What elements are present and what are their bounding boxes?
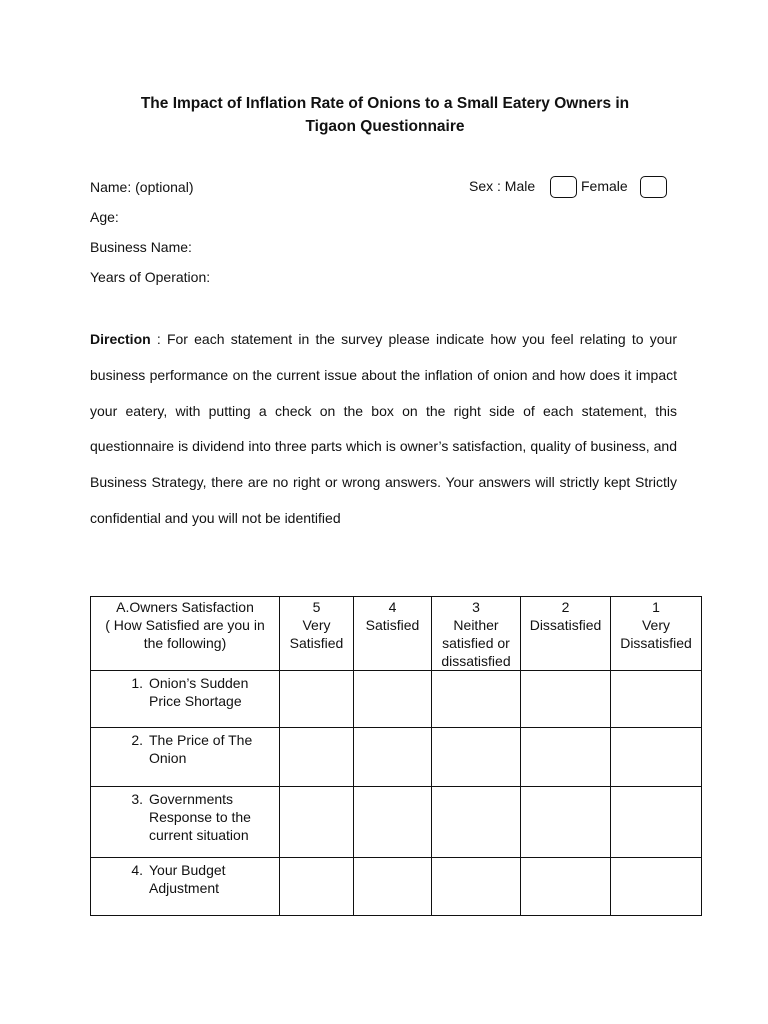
sex-field	[469, 176, 679, 198]
rating-cell-2[interactable]	[521, 787, 611, 858]
rating-cell-1[interactable]	[611, 858, 702, 916]
scale-label: Neither satisfied or dissatisfied	[441, 617, 511, 669]
rating-cell-4[interactable]	[354, 858, 432, 916]
scale-label: Satisfied	[365, 617, 420, 633]
scale-number: 3	[472, 599, 480, 615]
title-line-2: Tigaon Questionnaire	[305, 118, 465, 135]
scale-2-header	[521, 597, 611, 671]
scale-1-header	[611, 597, 702, 671]
rating-cell-1[interactable]	[611, 728, 702, 787]
rating-cell-2[interactable]	[521, 671, 611, 728]
item-number: 2.	[131, 732, 143, 748]
male-checkbox[interactable]	[550, 176, 577, 198]
scale-number: 5	[312, 599, 321, 615]
scale-3-header	[432, 597, 521, 671]
item-number: 4.	[131, 862, 143, 878]
item-text: The Price of The Onion	[149, 732, 253, 766]
category-header	[91, 597, 280, 671]
scale-number: 2	[561, 599, 570, 615]
direction-text: : For each statement in the survey please indicate how you feel relating to your business performance on the current issue about the inflation of onion and how does it impact your eatery, with putting a check on the box on the right side of each statement, this questionnaire is dividend into three parts which is owner’s satisfaction, quality of business, and Business Strategy, there are no right or wrong answers. Your answers will strictly kept Strictly confidential and you will not be identified	[90, 331, 677, 526]
scale-label: Very Satisfied	[289, 617, 344, 651]
document-title	[90, 92, 680, 138]
item-number: 1.	[131, 675, 143, 691]
scale-label: Very Dissatisfied	[620, 617, 692, 651]
table-header-row	[91, 597, 702, 671]
rating-cell-3[interactable]	[432, 787, 521, 858]
rating-cell-4[interactable]	[354, 728, 432, 787]
rating-cell-4[interactable]	[354, 787, 432, 858]
scale-label: Dissatisfied	[529, 617, 602, 633]
scale-number: 4	[388, 599, 397, 615]
rating-cell-1[interactable]	[611, 671, 702, 728]
rating-cell-5[interactable]	[280, 858, 354, 916]
owners-satisfaction-table	[90, 596, 702, 916]
rating-cell-5[interactable]	[280, 787, 354, 858]
business-name-label: Business Name:	[90, 239, 192, 255]
direction-label: Direction	[90, 331, 151, 347]
rating-cell-3[interactable]	[432, 858, 521, 916]
item-cell	[91, 787, 280, 858]
item-text: Onion’s Sudden Price Shortage	[149, 675, 249, 709]
item-cell	[91, 728, 280, 787]
item-number: 3.	[131, 791, 143, 807]
item-text: Governments Response to the current situation	[149, 791, 251, 843]
name-label: Name: (optional)	[90, 179, 194, 195]
rating-cell-5[interactable]	[280, 671, 354, 728]
age-label: Age:	[90, 209, 119, 225]
rating-cell-1[interactable]	[611, 787, 702, 858]
table-row	[91, 671, 702, 728]
table-row	[91, 858, 702, 916]
rating-cell-2[interactable]	[521, 728, 611, 787]
table-row	[91, 728, 702, 787]
title-line-1: The Impact of Inflation Rate of Onions to a Small Eatery Owners in	[140, 95, 630, 112]
item-cell	[91, 671, 280, 728]
sex-male-label: Sex : Male	[469, 178, 536, 194]
category-title: A.Owners Satisfaction	[116, 599, 254, 615]
table-row	[91, 787, 702, 858]
category-subtitle: ( How Satisfied are you in the following)	[105, 617, 265, 651]
rating-cell-2[interactable]	[521, 858, 611, 916]
years-of-operation-label: Years of Operation:	[90, 269, 211, 285]
item-text: Your Budget Adjustment	[149, 862, 226, 896]
rating-cell-5[interactable]	[280, 728, 354, 787]
direction-paragraph	[90, 322, 677, 537]
scale-5-header	[280, 597, 354, 671]
rating-cell-3[interactable]	[432, 728, 521, 787]
rating-cell-3[interactable]	[432, 671, 521, 728]
female-label: Female	[581, 178, 628, 194]
scale-number: 1	[652, 599, 660, 615]
rating-cell-4[interactable]	[354, 671, 432, 728]
item-cell	[91, 858, 280, 916]
female-checkbox[interactable]	[640, 176, 667, 198]
scale-4-header	[354, 597, 432, 671]
